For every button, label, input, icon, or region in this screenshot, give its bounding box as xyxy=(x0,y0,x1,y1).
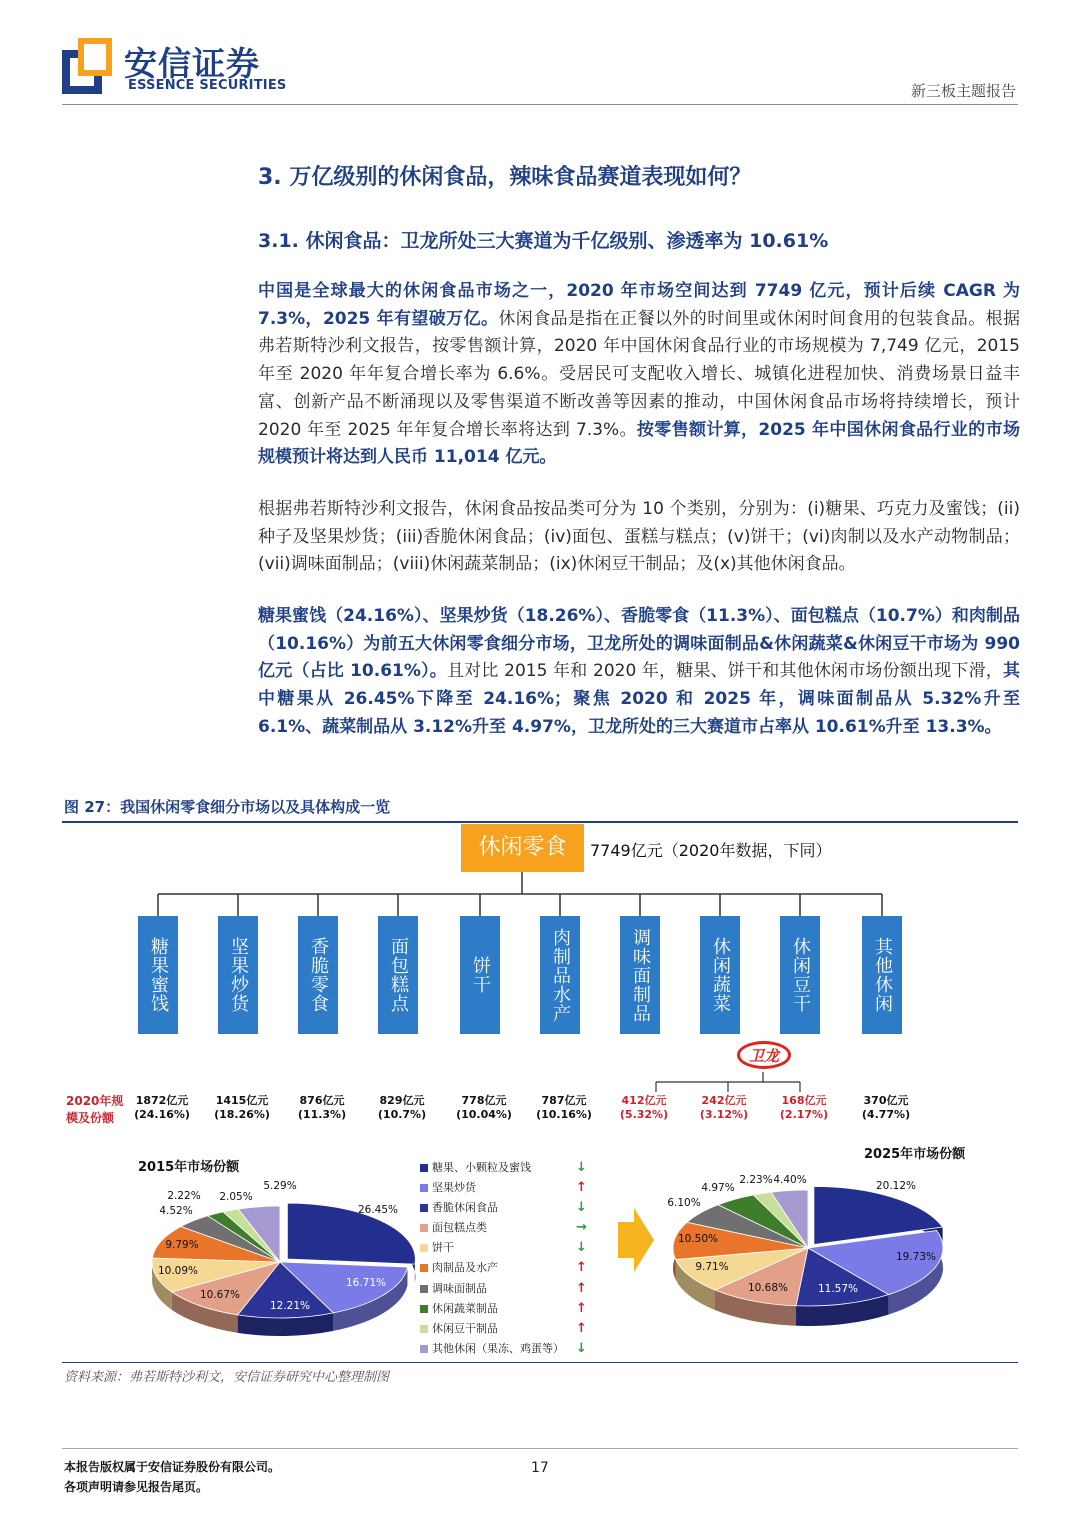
pie-data-label: 2.22% xyxy=(167,1190,201,1202)
stat-share: (18.26%) xyxy=(214,1108,270,1121)
root-category-box: 休闲零食 xyxy=(461,824,584,872)
legend-swatch xyxy=(420,1184,428,1192)
pie-data-label: 10.09% xyxy=(157,1265,199,1277)
category-label: 面包糕点 xyxy=(388,937,409,1013)
pie-data-label: 4.52% xyxy=(159,1205,193,1217)
legend-label: 休闲蔬菜制品 xyxy=(432,1301,498,1315)
stat-share: (2.17%) xyxy=(779,1108,829,1121)
pie-data-label: 6.10% xyxy=(667,1197,701,1209)
stat-share: (3.12%) xyxy=(699,1108,749,1121)
stat-amount: 778亿元 xyxy=(461,1094,507,1107)
stat-share: (4.77%) xyxy=(861,1108,911,1121)
trend-up-icon: ↑ xyxy=(576,1320,587,1336)
pie-data-label: 5.29% xyxy=(263,1180,297,1192)
legend-label: 其他休闲（果冻、鸡蛋等） xyxy=(432,1341,564,1355)
root-category-note: 7749亿元（2020年数据，下同） xyxy=(590,841,832,860)
pie-data-label: 10.68% xyxy=(747,1282,789,1294)
legend-swatch xyxy=(420,1264,428,1272)
figure-bottom-rule xyxy=(62,1362,1018,1363)
weilong-logo-text: 卫龙 xyxy=(748,1047,780,1065)
pie-data-label: 12.21% xyxy=(269,1300,311,1312)
category-label: 其他休闲 xyxy=(872,937,893,1013)
legend-label: 面包糕点类 xyxy=(432,1221,487,1235)
stat-amount: 787亿元 xyxy=(541,1094,587,1107)
legend-label: 糖果、小颗粒及蜜饯 xyxy=(432,1161,531,1174)
stat-amount: 1415亿元 xyxy=(215,1094,269,1107)
legend-swatch xyxy=(420,1305,428,1313)
category-label: 肉制品水产 xyxy=(550,927,571,1023)
pie-data-label: 9.79% xyxy=(165,1239,199,1251)
stat-amount: 876亿元 xyxy=(299,1094,345,1107)
trend-up-icon: ↑ xyxy=(576,1180,587,1196)
pie-data-label: 10.50% xyxy=(677,1233,719,1245)
legend-swatch xyxy=(420,1204,428,1212)
legend-item xyxy=(420,1258,600,1278)
legend-item xyxy=(420,1279,600,1299)
paragraph-emphasis: 糖果蜜饯（24.16%）、坚果炒货（18.26%）、香脆零食（11.3%）、面包糕点（10.7%）和肉制品（10.16%）为前五大休闲零食细分市场，卫龙所处的调味面制品&休闲蔬菜&休闲豆干市场为 990 亿元（占比 10.61%）。 xyxy=(258,606,1020,682)
legend-label: 调味面制品 xyxy=(432,1281,487,1295)
trend-down-icon: ↓ xyxy=(576,1340,587,1356)
pie-data-label: 20.12% xyxy=(875,1180,917,1192)
pie-data-label: 4.97% xyxy=(701,1182,735,1194)
footer-copyright: 本报告版权属于安信证券股份有限公司。 xyxy=(64,1460,281,1474)
stat-amount: 1872亿元 xyxy=(135,1094,189,1107)
stat-share: (24.16%) xyxy=(134,1108,190,1121)
paragraph-emphasis: 其中糖果从 26.45%下降至 24.16%；聚焦 2020 和 2025 年，调味面制品从 5.32%升至 6.1%、蔬菜制品从 3.12%升至 4.97%，卫龙所处的三大赛道市占率从 10.61%升至 13.3%。 xyxy=(258,661,1020,737)
legend-label: 坚果炒货 xyxy=(432,1181,476,1195)
section-heading: 3. 万亿级别的休闲食品，辣味食品赛道表现如何？ xyxy=(258,165,752,190)
pie-data-label: 10.67% xyxy=(199,1289,241,1301)
subsection-heading: 3.1. 休闲食品：卫龙所处三大赛道为千亿级别、渗透率为 10.61% xyxy=(258,230,829,252)
legend-item xyxy=(420,1218,600,1238)
stat-amount: 829亿元 xyxy=(379,1094,425,1107)
legend-item xyxy=(420,1158,600,1178)
stat-amount: 168亿元 xyxy=(781,1094,827,1107)
legend-swatch xyxy=(420,1345,428,1353)
stat-share: (10.7%) xyxy=(377,1108,427,1121)
legend-item xyxy=(420,1299,600,1319)
pie-data-label: 2.23% xyxy=(739,1174,773,1186)
stat-amount: 412亿元 xyxy=(621,1094,667,1107)
pie-data-label: 4.40% xyxy=(773,1174,807,1186)
figure-source: 资料来源：弗若斯特沙利文，安信证券研究中心整理制图 xyxy=(64,1370,390,1385)
paragraph-text: 且对比 2015 年和 2020 年，糖果、饼干和其他休闲市场份额出现下滑， xyxy=(446,661,1003,682)
trend-down-icon: ↓ xyxy=(576,1160,587,1175)
stat-amount: 370亿元 xyxy=(863,1094,909,1107)
legend-item xyxy=(420,1178,600,1198)
pie-data-label: 2.05% xyxy=(219,1191,253,1203)
legend-label: 饼干 xyxy=(432,1241,454,1255)
pie-data-label: 19.73% xyxy=(895,1251,937,1263)
pie-data-label: 16.71% xyxy=(345,1277,387,1289)
legend-swatch xyxy=(420,1325,428,1333)
pie-2025-title: 2025年市场份额 xyxy=(864,1147,966,1162)
pie-data-label: 26.45% xyxy=(357,1204,399,1216)
paragraph-emphasis: 按零售额计算，2025 年中国休闲食品行业的市场规模预计将达到人民币 11,014 亿元。 xyxy=(258,419,1020,468)
legend-item xyxy=(420,1319,600,1339)
size-share-label: 2020年规模及份额 xyxy=(66,1094,124,1125)
footer-disclaimer: 各项声明请参见报告尾页。 xyxy=(64,1480,209,1494)
pie-data-label: 9.71% xyxy=(695,1261,729,1273)
pie-2015-title: 2015年市场份额 xyxy=(138,1160,240,1175)
report-type: 新三板主题报告 xyxy=(910,82,1016,100)
legend-swatch xyxy=(420,1285,428,1293)
category-label: 糖果蜜饯 xyxy=(148,937,169,1013)
legend-label: 香脆休闲食品 xyxy=(432,1201,498,1215)
paragraph-categories: 根据弗若斯特沙利文报告，休闲食品按品类可分为 10 个类别，分别为：(i)糖果、巧克力及蜜饯；(ii)种子及坚果炒货；(iii)香脆休闲食品；(iv)面包、蛋糕与糕点；(v)饼干；(vi)肉制以及水产动物制品；(vii)调味面制品；(viii)休闲蔬菜制品；(ix)休闲豆干制品；及(x)其他休闲食品。 xyxy=(258,499,1020,575)
footer-divider xyxy=(62,1448,1018,1449)
category-label: 香脆零食 xyxy=(308,937,329,1013)
stat-share: (11.3%) xyxy=(297,1108,347,1121)
paragraph-text: 休闲食品是指在正餐以外的时间里或休闲时间食用的包装食品。根据弗若斯特沙利文报告，按零售额计算，2020 年中国休闲食品行业的市场规模为 7,749 亿元，2015 年至 2020 年年复合增长率为 6.6%。受居民可支配收入增长、城镇化进程加快、消费场景日益丰富、创新产品不断涌现以及零售渠道不断改善等因素的推动，中国休闲食品市场将持续增长，预计 2020 年至 2025 年年复合增长率将达到 7.3%。 xyxy=(258,308,1020,440)
legend-label: 休闲豆干制品 xyxy=(432,1321,498,1335)
trend-up-icon: ↑ xyxy=(576,1260,587,1276)
legend-label: 肉制品及水产 xyxy=(432,1261,498,1275)
stat-amount: 242亿元 xyxy=(701,1094,747,1107)
pie-legend xyxy=(420,1158,600,1359)
stat-share: (10.16%) xyxy=(536,1108,592,1121)
legend-item xyxy=(420,1198,600,1218)
stat-share: (5.32%) xyxy=(619,1108,669,1121)
trend-down-icon: ↓ xyxy=(576,1200,587,1216)
legend-item xyxy=(420,1238,600,1258)
company-name-en: ESSENCE SECURITIES xyxy=(128,78,287,93)
legend-swatch xyxy=(420,1244,428,1252)
page-number: 17 xyxy=(531,1460,549,1476)
company-name-cn: 安信证券 xyxy=(124,44,260,83)
paragraph-emphasis: 中国是全球最大的休闲食品市场之一，2020 年市场空间达到 7749 亿元，预计后续 CAGR 为 7.3%，2025 年有望破万亿。 xyxy=(258,281,1020,329)
legend-swatch xyxy=(420,1164,428,1172)
legend-item xyxy=(420,1339,600,1359)
figure-title: 图 27：我国休闲零食细分市场以及具体构成一览 xyxy=(64,798,391,816)
legend-swatch xyxy=(420,1224,428,1232)
category-label: 调味面制品 xyxy=(630,927,651,1023)
pie-data-label: 11.57% xyxy=(817,1283,859,1295)
trend-up-icon: ↑ xyxy=(576,1300,587,1316)
category-label: 休闲蔬菜 xyxy=(710,937,731,1013)
trend-up-icon: ↑ xyxy=(576,1280,587,1296)
category-label: 坚果炒货 xyxy=(228,937,249,1013)
transition-arrow-icon xyxy=(618,1208,654,1272)
category-label: 休闲豆干 xyxy=(790,937,811,1013)
trend-flat-icon: → xyxy=(576,1220,587,1236)
category-label: 饼干 xyxy=(470,956,491,994)
trend-down-icon: ↓ xyxy=(576,1240,587,1256)
stat-share: (10.04%) xyxy=(456,1108,512,1121)
